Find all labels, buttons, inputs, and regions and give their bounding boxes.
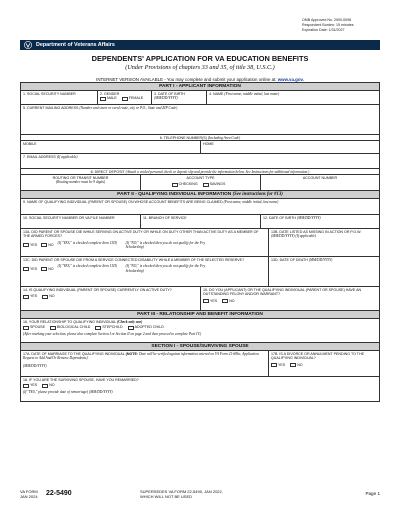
mobile-field[interactable] [21,141,201,153]
name-note: (First name, middle initial, last name) [224,92,280,96]
row-14-15 [21,287,379,311]
q18-field [21,377,379,401]
q13a-no-checkbox[interactable] [41,243,47,247]
spouse-checkbox[interactable] [23,326,29,330]
q17b-no-label: NO [297,362,303,367]
omb-expiration: Expiration Date: 1/31/2027 [302,28,345,33]
q17a-label: 17A. DATE OF MARRIAGE TO THE QUALIFYING INDIVIDUAL [23,352,125,356]
q10-field[interactable] [21,215,141,228]
q12-field[interactable] [261,215,379,228]
q13d-field[interactable] [269,257,379,286]
q14-yes-label: YES [30,294,38,299]
email-note: (If applicable) [56,155,78,159]
q13c-yes-label: YES [30,266,38,271]
account-number-label: ACCOUNT NUMBER [302,176,338,180]
omb-approval: OMB Approved No. 2900-0098 [302,18,352,22]
part3-heading: PART III - RELATIONSHIP AND BENEFIT INFORMATION [21,311,379,319]
q18-no-label: NO [49,383,55,388]
q12-format: (MM/DD/YYYY) [297,216,321,220]
row-8 [21,175,379,191]
agency-banner [20,40,380,50]
va-seal-icon [24,41,32,49]
q9-label: 9. NAME OF QUALIFYING INDIVIDUAL (PARENT OR SPOUSE) ON WHOSE ACCOUNT BENEFITS ARE BEING CLAIMED [23,200,223,204]
supersedes-note [140,489,223,499]
q13c-no-note: (If "NO," is checked then you do not qualify for the Fry Scholarship) [125,264,206,273]
q17a-note: Date will be verified against information entered on VA Form 21-686c, Application Request to Add And/Or Remove Dependents) [23,352,259,361]
section1-heading: SECTION I - SPOUSE/SURVIVING SPOUSE [21,343,379,351]
male-label: MALE [107,96,117,101]
q17a-note-bold: (NOTE: [125,352,139,356]
q13a-yes-note: (If "YES," is checked complete Item 13D) [57,240,117,245]
stepchild-checkbox[interactable] [95,326,101,330]
rel-spouse-label: SPOUSE [30,325,45,330]
row-6 [21,141,379,154]
q18-note: (If "YES," please provide date of remarriage) (MM/DD/YYYY) [23,390,113,395]
account-type-field [141,175,261,190]
q18-yes-label: YES [30,383,38,388]
q17b-yes-label: YES [278,362,286,367]
q13c-no-checkbox[interactable] [41,267,47,271]
row-9 [21,199,379,215]
supersedes-line1: SUPERSEDES VA FORM 22-5490, JAN 2022, [140,489,223,494]
q14-no-label: NO [49,294,55,299]
q13c-no-label: NO [48,266,54,271]
form-id-block [20,489,38,499]
row-16 [21,319,379,343]
q18-yes-checkbox[interactable] [23,384,29,388]
form-date: JAN 2024 [20,494,38,499]
biological-child-checkbox[interactable] [50,326,56,330]
home-label: HOME [203,142,214,146]
form-subtitle: (Under Provisions of chapters 33 and 35, of title 38, U.S.C.) [125,64,275,71]
part2-heading [21,191,379,199]
female-checkbox[interactable] [122,97,128,101]
phone-label: 6. TELEPHONE NUMBER(S) [159,135,207,140]
dob-format: (MM/DD/YYYY) [154,96,178,101]
part2-heading-text: PART II - QUALIFYING INDIVIDUAL INFORMATION [117,192,232,197]
account-type-label: ACCOUNT TYPE [186,176,215,180]
routing-field[interactable] [21,175,141,190]
q15-yes-checkbox[interactable] [203,299,209,303]
row-1-4 [21,91,379,105]
ssn-field[interactable] [21,91,98,104]
q16-note: (Check only one) [117,320,143,324]
rel-stepchild-label: STEPCHILD [102,325,123,330]
part1-heading: PART I - APPLICANT INFORMATION [21,83,379,91]
internet-url[interactable]: www.va.gov. [277,77,304,82]
savings-label: SAVINGS [209,182,226,187]
q13a-no-note: (If "NO," is checked then you do not qualify for the Fry Scholarship) [125,240,206,250]
internet-text: INTERNET VERSION AVAILABLE - You may complete and submit your application online at: [96,77,277,82]
male-checkbox[interactable] [100,97,106,101]
q15-label: 15. DO YOU (APPLICANT) OR THE QUALIFYING INDIVIDUAL (PARENT OR SPOUSE) HAVE AN OUTSTANDING FELONY AND/OR WARRANT? [203,288,362,297]
q11-label: 11. BRANCH OF SERVICE [143,216,187,220]
account-number-field[interactable] [261,175,379,190]
form-page [20,18,380,506]
routing-label: ROUTING OR TRANSIT NUMBER [52,176,109,180]
name-label: 4. NAME [209,92,224,96]
q9-note: (First name, middle initial, last name) [223,200,279,204]
q15-field [201,287,379,310]
q9-field[interactable] [21,199,379,214]
checking-label: CHECKING [178,182,198,187]
q13a-yes-label: YES [30,243,38,248]
phone-heading [21,135,379,140]
q13c-yes-checkbox[interactable] [23,267,29,271]
form-number: 22-5490 [46,490,72,497]
q13a-no-label: NO [48,243,54,248]
address-note: (Number and street or rural route, city or P.O., State and ZIP Code) [79,106,178,110]
dob-field[interactable] [152,91,207,104]
q14-no-checkbox[interactable] [42,295,48,299]
row-7 [21,154,379,169]
row-13a [21,229,379,257]
supersedes-line2: WHICH WILL NOT BE USED [140,494,193,499]
q13a-field [21,229,269,256]
q16-after: (After marking your selection, please also complete Section I or Section II on page 2 and then proceed to complete Part IV.) [23,332,202,337]
omb-block [302,18,380,34]
q15-yes-label: YES [210,298,218,303]
row-5 [21,105,379,135]
row-13c [21,257,379,287]
part2-heading-note: (See instructions for #13) [232,192,283,197]
va-form-label: VA FORM [20,489,38,494]
omb-burden: Respondent Burden: 15 minutes [302,23,354,28]
q16-field [21,319,379,342]
address-field[interactable] [21,105,379,134]
agency-name: Department of Veterans Affairs [36,42,115,48]
adopted-child-checkbox[interactable] [128,326,134,330]
form-footer [20,488,380,504]
routing-note: (Routing number must be 9 digits) [55,180,106,185]
ssn-label: 1. SOCIAL SECURITY NUMBER [23,92,76,96]
q14-yes-checkbox[interactable] [23,295,29,299]
email-field[interactable] [21,154,379,168]
rel-adopted-label: ADOPTED CHILD [134,325,164,330]
q16-label: 16. YOUR RELATIONSHIP TO QUALIFYING INDIVIDUAL [23,320,116,324]
q18-label: 18. IF YOU ARE THE SURVIVING SPOUSE, HAVE YOU REMARRIED? [23,378,139,382]
q17a-field[interactable] [21,351,269,376]
form-title: DEPENDENTS' APPLICATION FOR VA EDUCATION BENEFITS [91,54,309,63]
mobile-label: MOBILE [23,142,37,146]
q14-label: 14. IS QUALIFYING INDIVIDUAL (PARENT OR SPOUSE) CURRENTLY ON ACTIVE DUTY? [23,288,172,292]
form-grid [20,82,380,402]
q13c-yes-note: (If "YES," is checked complete Item 13D) [57,264,117,269]
q11-field[interactable] [141,215,261,228]
q13b-field[interactable] [269,229,379,256]
checking-checkbox[interactable] [172,183,178,187]
q13c-label: 13C. DID PARENT OR SPOUSE DIE FROM A SERVICE CONNECTED DISABILITY WHILE A MEMBER OF THE SELECTED RESERVE? [23,258,245,262]
phone-note: (Including Area Code) [207,135,241,140]
q17b-yes-checkbox[interactable] [271,363,277,367]
q13a-label: 13A. DID PARENT OR SPOUSE DIE WHILE SERVING ON ACTIVE DUTY OR WHILE ON DUTY OTHER THAN ACTIVE DUTY AS A MEMBER OF THE ARMED FORCES? [23,230,259,239]
savings-checkbox[interactable] [203,183,209,187]
q17b-label: 17B. IS A DIVORCE OR ANNULMENT PENDING TO THE QUALIFYING INDIVIDUAL? [271,352,364,361]
row-17 [21,351,379,377]
page-number: Page 1 [365,491,380,496]
q13b-format: (MM/DD/YYYY) (If applicable) [271,234,317,239]
email-label: 7. EMAIL ADDRESS [23,155,56,159]
q17b-no-checkbox[interactable] [290,363,296,367]
direct-deposit-note: (Attach a voided personal check or deposit slip and provide the information below. See Instructions for additional information.) [125,169,310,174]
gender-label: 2. GENDER [100,92,120,96]
q15-no-label: NO [229,298,235,303]
q13b-label: 13B. DATE LISTED AS MISSING IN ACTION OR P.O.W. [271,230,362,234]
q13d-format: (MM/DD/YYYY) [308,258,333,262]
q17b-field [269,351,379,376]
direct-deposit-heading [21,169,379,174]
q15-no-checkbox[interactable] [222,299,228,303]
q13a-yes-checkbox[interactable] [23,243,29,247]
row-18 [21,377,379,401]
q12-label: 12. DATE OF BIRTH [263,216,297,220]
home-field[interactable] [201,141,379,153]
row-10-12 [21,215,379,229]
female-label: FEMALE [128,96,144,101]
direct-deposit-label: 8. DIRECT DEPOSIT [90,169,125,174]
dob-label: 3. DATE OF BIRTH [154,92,186,96]
q17a-format: (MM/DD/YYYY) [23,363,47,368]
name-field[interactable] [207,91,379,104]
address-label: 5. CURRENT MAILING ADDRESS [23,106,79,110]
q13c-field [21,257,269,286]
q18-no-checkbox[interactable] [42,384,48,388]
q10-label: 10. SOCIAL SECURITY NUMBER OR VA FILE NUMBER [23,216,115,220]
q14-field [21,287,201,310]
rel-biological-label: BIOLOGICAL CHILD [56,325,91,330]
q13d-label: 13D. DATE OF DEATH [271,258,308,262]
gender-field [98,91,152,104]
